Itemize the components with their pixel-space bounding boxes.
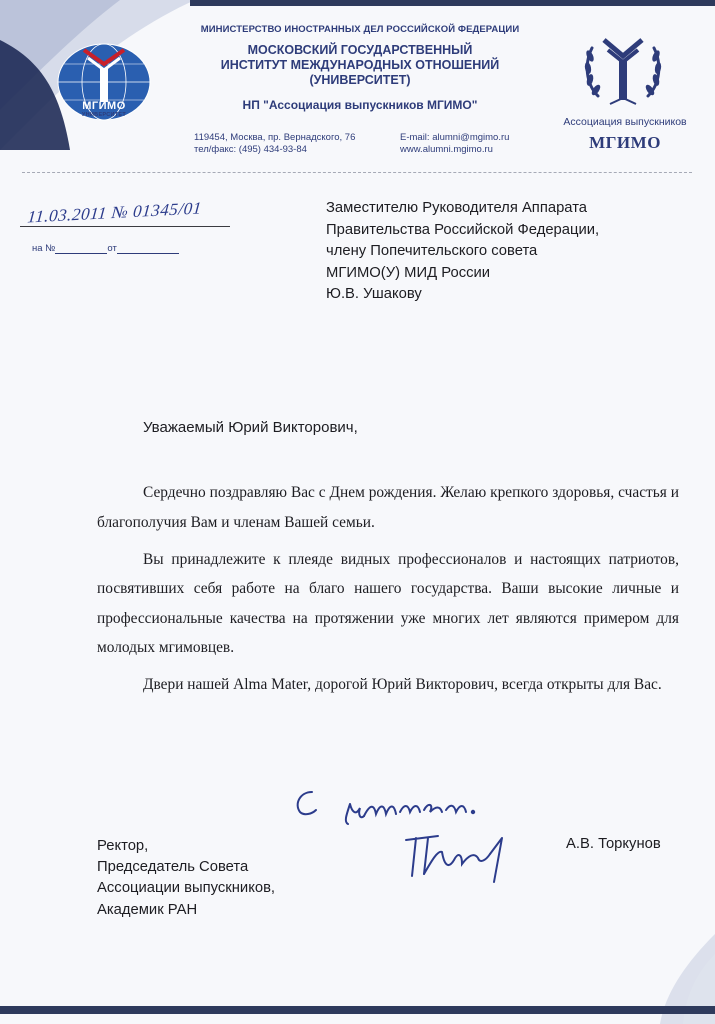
signer-title-line: Академик РАН	[97, 901, 198, 918]
logo-left-caption	[54, 100, 154, 118]
logo-right-caption: Ассоциация выпускников	[563, 116, 687, 128]
top-decor-bar	[190, 0, 715, 6]
university-line-3: (УНИВЕРСИТЕТ)	[309, 73, 411, 87]
logo-right-title: МГИМО	[589, 133, 661, 152]
contact-web-block	[400, 132, 509, 156]
ref-date-blank	[117, 244, 179, 254]
signer-name: А.В. Торкунов	[566, 836, 661, 852]
letterhead	[190, 24, 530, 112]
reference-line	[32, 243, 179, 254]
signer-titles	[97, 836, 275, 921]
rector-signature	[398, 830, 513, 890]
registration-underline	[20, 226, 230, 227]
addressee-line: Ю.В. Ушакову	[326, 286, 422, 303]
signer-title-line: Ассоциации выпускников,	[97, 880, 276, 897]
addressee-line: МГИМО(У) МИД России	[326, 264, 491, 281]
addressee-block	[326, 198, 599, 306]
email: E-mail: alumni@mgimo.ru	[400, 132, 510, 143]
logo-left-subtitle: УНИВЕРСИТЕТ	[81, 112, 127, 118]
logo-left-title: МГИМО	[82, 100, 126, 112]
website: www.alumni.mgimo.ru	[400, 144, 493, 155]
association-name: НП "Ассоциация выпускников МГИМО"	[242, 98, 478, 112]
signer-title-line: Ректор,	[97, 838, 149, 854]
address: 119454, Москва, пр. Вернадского, 76	[194, 132, 356, 143]
signer-title-line: Председатель Совета	[97, 859, 249, 876]
addressee-line: члену Попечительского совета	[326, 243, 538, 260]
ref-from: от	[107, 243, 117, 254]
contact-address-block	[194, 132, 355, 156]
registration-number-handwritten: 11.03.2011 № 01345/01	[26, 198, 203, 227]
addressee-line: Заместителю Руководителя Аппарата	[326, 200, 588, 216]
body-paragraph: Двери нашей Alma Mater, дорогой Юрий Викторович, всегда открыты для Вас.	[143, 676, 662, 693]
university-line-1: МОСКОВСКИЙ ГОСУДАРСТВЕННЫЙ	[247, 43, 473, 57]
letter-body	[97, 478, 679, 707]
ministry-name: МИНИСТЕРСТВО ИНОСТРАННЫХ ДЕЛ РОССИЙСКОЙ ФЕДЕРАЦИИ	[200, 24, 520, 35]
addressee-line: Правительства Российской Федерации,	[326, 221, 600, 238]
header-divider	[22, 172, 692, 173]
alumni-association-logo	[580, 34, 666, 112]
bottom-decor-bar	[0, 1006, 715, 1014]
salutation: Уважаемый Юрий Викторович,	[143, 419, 358, 436]
university-name	[190, 43, 530, 88]
ref-prefix: на №	[32, 243, 56, 254]
ref-number-blank	[55, 244, 107, 254]
body-paragraph: Вы принадлежите к плеяде видных профессионалов и настоящих патриотов, посвятивших себя работе на благо нашего государства. Ваши высокие личные и профессиональные качества на протяжении уже многих лет являются примером для молодых мгимовцев.	[97, 550, 679, 656]
university-line-2: ИНСТИТУТ МЕЖДУНАРОДНЫХ ОТНОШЕНИЙ	[220, 58, 500, 72]
body-paragraph: Сердечно поздравляю Вас с Днем рождения. Желаю крепкого здоровья, счастья и благополучия Вам и членам Вашей семьи.	[97, 484, 679, 531]
handwritten-closing	[290, 782, 490, 832]
phone: тел/факс: (495) 434-93-84	[194, 144, 307, 155]
